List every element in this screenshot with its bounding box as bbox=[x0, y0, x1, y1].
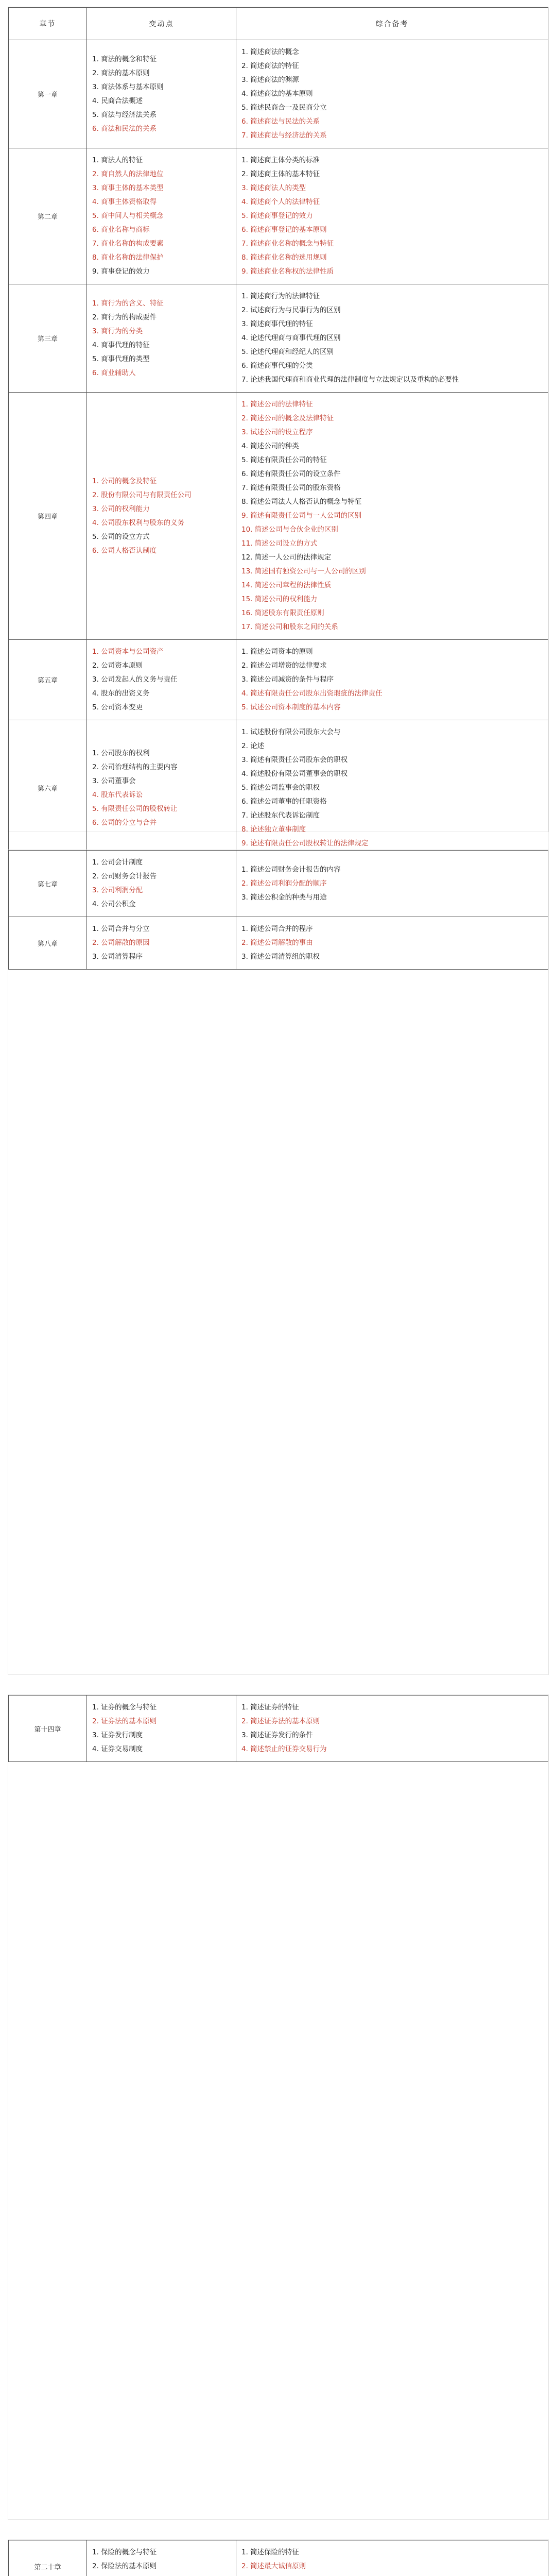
item-list bbox=[241, 1701, 543, 1756]
chapter-cell: 第七章 bbox=[9, 851, 87, 917]
chapter-cell: 第十四章 bbox=[9, 1696, 87, 1762]
list-item: 9. 简述商业名称权的法律性质 bbox=[241, 267, 334, 276]
list-item: 4. 简述禁止的证券交易行为 bbox=[241, 1745, 327, 1753]
table-row bbox=[9, 148, 548, 284]
list-item: 7. 简述商业名称的概念与特征 bbox=[241, 240, 334, 248]
list-item: 2. 简述证券法的基本原则 bbox=[241, 1717, 320, 1725]
item-list bbox=[241, 154, 543, 279]
item-list bbox=[92, 856, 231, 911]
list-item: 2. 股份有限公司与有限责任公司 bbox=[92, 490, 192, 499]
list-item: 1. 公司资本与公司资产 bbox=[92, 648, 164, 656]
list-item: 1. 公司合并与分立 bbox=[92, 925, 150, 933]
list-item: 2. 公司治理结构的主要内容 bbox=[92, 762, 178, 771]
chapter-cell: 第八章 bbox=[9, 917, 87, 970]
note-cell bbox=[236, 284, 548, 393]
list-item: 2. 简述公司增资的法律要求 bbox=[241, 662, 327, 670]
list-item: 5. 论述代理商和经纪人的区别 bbox=[241, 348, 334, 356]
item-list bbox=[92, 922, 231, 964]
list-item: 4. 论述代理商与商事代理的区别 bbox=[241, 334, 341, 342]
list-item: 1. 保险的概念与特征 bbox=[92, 2548, 157, 2556]
table-row bbox=[9, 393, 548, 640]
list-item: 3. 简述公司清算组的职权 bbox=[241, 953, 320, 961]
list-item: 3. 公司董事会 bbox=[92, 776, 136, 785]
list-item: 4. 简述商法的基本原则 bbox=[241, 90, 313, 98]
chapter-cell: 第五章 bbox=[9, 640, 87, 720]
chapter-cell: 第二十章 bbox=[9, 2540, 87, 2576]
list-item: 6. 商业辅助人 bbox=[92, 368, 136, 377]
list-item: 1. 简述公司合并的程序 bbox=[241, 925, 313, 933]
table-row bbox=[9, 2540, 548, 2576]
list-item: 3. 简述商法的渊源 bbox=[241, 76, 299, 84]
list-item: 7. 简述有限责任公司的股东资格 bbox=[241, 484, 341, 492]
chapter-cell: 第二章 bbox=[9, 148, 87, 284]
list-item: 4. 简述商个人的法律特征 bbox=[241, 198, 320, 206]
list-item: 3. 商事主体的基本类型 bbox=[92, 184, 164, 192]
syllabus-table bbox=[8, 2540, 548, 2576]
list-item: 1. 简述公司资本的原则 bbox=[241, 648, 313, 656]
list-item: 6. 简述商法与民法的关系 bbox=[241, 117, 320, 126]
list-item: 3. 商行为的分类 bbox=[92, 327, 143, 335]
list-item: 1. 简述公司的法律特征 bbox=[241, 400, 313, 409]
header-note: 综合备考 bbox=[236, 8, 548, 40]
list-item: 3. 公司清算程序 bbox=[92, 953, 143, 961]
list-item: 4. 商事代理的特征 bbox=[92, 341, 150, 349]
list-item: 9. 商事登记的效力 bbox=[92, 267, 150, 276]
list-item: 8. 商业名称的法律保护 bbox=[92, 253, 164, 262]
list-item: 4. 简述股份有限公司董事会的职权 bbox=[241, 770, 348, 778]
list-item: 3. 简述商法人的类型 bbox=[241, 184, 306, 192]
list-item: 6. 简述有限责任公司的设立条件 bbox=[241, 470, 341, 478]
table-row bbox=[9, 640, 548, 720]
table-row bbox=[9, 917, 548, 970]
note-cell bbox=[236, 1696, 548, 1762]
list-item: 5. 简述商事登记的效力 bbox=[241, 212, 313, 220]
list-item: 2. 试述商行为与民事行为的区别 bbox=[241, 306, 341, 314]
list-item: 3. 公司的权利能力 bbox=[92, 504, 150, 513]
list-item: 4. 证券交易制度 bbox=[92, 1745, 143, 1753]
chapter-cell: 第三章 bbox=[9, 284, 87, 393]
list-item: 2. 简述公司解散的事由 bbox=[241, 939, 313, 947]
item-list bbox=[241, 45, 543, 143]
list-item: 1. 公司会计制度 bbox=[92, 858, 143, 867]
list-item: 13. 简述国有独资公司与一人公司的区别 bbox=[241, 567, 366, 575]
content-cell bbox=[87, 40, 236, 148]
list-item: 2. 简述最大诚信原则 bbox=[241, 2562, 306, 2570]
content-cell bbox=[87, 917, 236, 970]
list-item: 2. 商法的基本原则 bbox=[92, 69, 150, 77]
content-cell bbox=[87, 148, 236, 284]
item-list bbox=[92, 645, 231, 715]
document-page-1 bbox=[8, 7, 548, 848]
item-list bbox=[92, 474, 231, 558]
list-item: 7. 商业名称的构成要素 bbox=[92, 240, 164, 248]
item-list bbox=[241, 922, 543, 964]
list-item: 4. 简述公司的种类 bbox=[241, 442, 299, 450]
content-cell bbox=[87, 1696, 236, 1762]
item-list bbox=[241, 725, 543, 851]
list-item: 17. 简述公司和股东之间的关系 bbox=[241, 623, 338, 631]
list-item: 12. 简述一人公司的法律规定 bbox=[241, 553, 332, 562]
list-item: 4. 公司公积金 bbox=[92, 900, 136, 908]
item-list bbox=[241, 290, 543, 387]
list-item: 5. 公司资本变更 bbox=[92, 703, 143, 711]
list-item: 2. 公司资本原则 bbox=[92, 662, 143, 670]
list-item: 1. 商法人的特征 bbox=[92, 156, 143, 164]
list-item bbox=[92, 2573, 231, 2576]
header-content: 变动点 bbox=[87, 8, 236, 40]
table-row bbox=[9, 284, 548, 393]
table-body bbox=[9, 1696, 548, 1762]
table-header-row bbox=[9, 8, 548, 40]
table-row bbox=[9, 1696, 548, 1762]
content-cell bbox=[87, 284, 236, 393]
table-row bbox=[9, 40, 548, 148]
list-item: 5. 试述公司资本制度的基本内容 bbox=[241, 703, 341, 711]
list-item: 5. 商事代理的类型 bbox=[92, 354, 150, 363]
list-item: 1. 简述商主体分类的标准 bbox=[241, 156, 320, 164]
list-item: 4. 商事主体资格取得 bbox=[92, 198, 157, 206]
list-item: 4. 公司股东权利与股东的义务 bbox=[92, 518, 185, 527]
list-item: 15. 简述公司的权利能力 bbox=[241, 595, 318, 603]
chapter-cell: 第一章 bbox=[9, 40, 87, 148]
list-item: 2. 论述 bbox=[241, 742, 265, 750]
note-cell bbox=[236, 640, 548, 720]
content-cell bbox=[87, 393, 236, 640]
list-item: 3. 简述公积金的种类与用途 bbox=[241, 893, 327, 902]
list-item: 6. 商法和民法的关系 bbox=[92, 124, 157, 133]
list-item: 3. 简述有限责任公司股东会的职权 bbox=[241, 756, 348, 764]
chapter-cell: 第六章 bbox=[9, 720, 87, 856]
item-list bbox=[92, 154, 231, 279]
list-item: 1. 简述保险的特征 bbox=[241, 2548, 299, 2556]
list-item: 2. 公司解散的原因 bbox=[92, 939, 150, 947]
list-item: 3. 商法体系与基本原则 bbox=[92, 82, 164, 91]
list-item: 1. 证券的概念与特征 bbox=[92, 1703, 157, 1711]
list-item: 2. 简述商主体的基本特征 bbox=[241, 170, 320, 178]
table-row bbox=[9, 720, 548, 856]
table-body bbox=[9, 851, 548, 970]
chapter-cell: 第四章 bbox=[9, 393, 87, 640]
list-item: 5. 简述公司监事会的职权 bbox=[241, 784, 320, 792]
list-item: 2. 简述公司的概念及法律特征 bbox=[241, 414, 334, 422]
list-item: 1. 商行为的含义、特征 bbox=[92, 299, 164, 308]
list-item: 9. 论述有限责任公司股权转让的法律规定 bbox=[241, 839, 369, 848]
list-item: 1. 简述公司财务会计报告的内容 bbox=[241, 865, 341, 874]
list-item: 4. 简述有限责任公司股东出资瑕疵的法律责任 bbox=[241, 689, 383, 698]
item-list bbox=[241, 398, 543, 634]
list-item: 5. 简述民商合一及民商分立 bbox=[241, 104, 327, 112]
list-item: 7. 论述我国代理商和商业代理的法律制度与立法规定以及重构的必要性 bbox=[241, 376, 459, 384]
list-item: 8. 简述商业名称的选用规则 bbox=[241, 253, 327, 262]
list-item: 14. 简述公司章程的法律性质 bbox=[241, 581, 332, 589]
item-list bbox=[241, 863, 543, 905]
list-item: 4. 股东的出资义务 bbox=[92, 689, 150, 698]
note-cell bbox=[236, 851, 548, 917]
list-item: 2. 商行为的构成要件 bbox=[92, 313, 157, 321]
list-item: 5. 商法与经济法关系 bbox=[92, 110, 157, 119]
list-item: 2. 证券法的基本原则 bbox=[92, 1717, 157, 1725]
list-item: 8. 简述公司法人人格否认的概念与特征 bbox=[241, 498, 362, 506]
item-list bbox=[92, 2546, 231, 2576]
list-item: 16. 简述股东有限责任原则 bbox=[241, 609, 324, 617]
note-cell bbox=[236, 2540, 548, 2576]
note-cell bbox=[236, 40, 548, 148]
list-item: 3. 简述公司减资的条件与程序 bbox=[241, 675, 334, 684]
table-body bbox=[9, 40, 548, 856]
list-item: 5. 公司的设立方式 bbox=[92, 532, 150, 541]
list-item: 10. 简述公司与合伙企业的区别 bbox=[241, 526, 338, 534]
note-cell bbox=[236, 393, 548, 640]
list-item: 2. 保险法的基本原则 bbox=[92, 2562, 157, 2570]
syllabus-table bbox=[8, 1695, 548, 1762]
list-item: 6. 公司的分立与合并 bbox=[92, 818, 157, 827]
list-item: 2. 简述公司利润分配的顺序 bbox=[241, 879, 327, 888]
item-list bbox=[241, 645, 543, 715]
content-cell bbox=[87, 2540, 236, 2576]
list-item: 5. 简述有限责任公司的特征 bbox=[241, 456, 327, 464]
list-item: 5. 商中间人与相关概念 bbox=[92, 212, 164, 220]
list-item: 1. 公司的概念及特征 bbox=[92, 477, 157, 485]
content-cell bbox=[87, 640, 236, 720]
list-item: 1. 简述商行为的法律特征 bbox=[241, 292, 320, 300]
list-item: 3. 简述商事代理的特征 bbox=[241, 320, 313, 328]
table-row bbox=[9, 851, 548, 917]
list-item: 2. 简述商法的特征 bbox=[241, 62, 299, 70]
list-item: 6. 商业名称与商标 bbox=[92, 226, 150, 234]
list-item: 7. 简述商法与经济法的关系 bbox=[241, 131, 327, 140]
list-item: 2. 商自然人的法律地位 bbox=[92, 170, 164, 178]
list-item bbox=[241, 2573, 543, 2576]
list-item: 3. 公司利润分配 bbox=[92, 886, 143, 894]
syllabus-table bbox=[8, 850, 548, 970]
list-item: 1. 商法的概念和特征 bbox=[92, 55, 157, 63]
note-cell bbox=[236, 148, 548, 284]
list-item: 6. 简述商事登记的基本原则 bbox=[241, 226, 327, 234]
list-item: 1. 公司股东的权利 bbox=[92, 749, 150, 757]
list-item: 11. 简述公司设立的方式 bbox=[241, 539, 318, 548]
note-cell bbox=[236, 917, 548, 970]
list-item: 6. 简述商事代理的分类 bbox=[241, 362, 313, 370]
document-page-3 bbox=[8, 1695, 548, 2519]
item-list bbox=[92, 53, 231, 136]
document-page-2 bbox=[8, 850, 548, 1674]
item-list bbox=[92, 297, 231, 380]
syllabus-table bbox=[8, 7, 548, 856]
content-cell bbox=[87, 851, 236, 917]
note-cell bbox=[236, 720, 548, 856]
list-item: 1. 试述股份有限公司股东大会与 bbox=[241, 728, 341, 736]
list-item: 2. 公司财务会计报告 bbox=[92, 872, 157, 880]
list-item: 6. 公司人格否认制度 bbox=[92, 546, 157, 555]
list-item: 3. 证券发行制度 bbox=[92, 1731, 143, 1739]
list-item: 6. 简述公司董事的任职资格 bbox=[241, 798, 327, 806]
list-item: 4. 股东代表诉讼 bbox=[92, 790, 143, 799]
list-item: 1. 简述证券的特征 bbox=[241, 1703, 299, 1711]
document-page-4 bbox=[8, 2540, 548, 2576]
content-cell bbox=[87, 720, 236, 856]
table-body bbox=[9, 2540, 548, 2576]
list-item: 3. 公司发起人的义务与责任 bbox=[92, 675, 178, 684]
list-item: 5. 有限责任公司的股权转让 bbox=[92, 804, 178, 813]
list-item: 1. 简述商法的概念 bbox=[241, 48, 299, 56]
item-list bbox=[241, 2546, 543, 2576]
list-item: 7. 论述股东代表诉讼制度 bbox=[241, 811, 320, 820]
list-item: 3. 试述公司的设立程序 bbox=[241, 428, 313, 436]
list-item: 8. 论述独立董事制度 bbox=[241, 825, 306, 834]
item-list bbox=[92, 747, 231, 830]
item-list bbox=[92, 1701, 231, 1756]
list-item: 3. 简述证券发行的条件 bbox=[241, 1731, 313, 1739]
list-item: 4. 民商合法概述 bbox=[92, 96, 143, 105]
list-item: 9. 简述有限责任公司与一人公司的区别 bbox=[241, 512, 362, 520]
header-chapter: 章节 bbox=[9, 8, 87, 40]
